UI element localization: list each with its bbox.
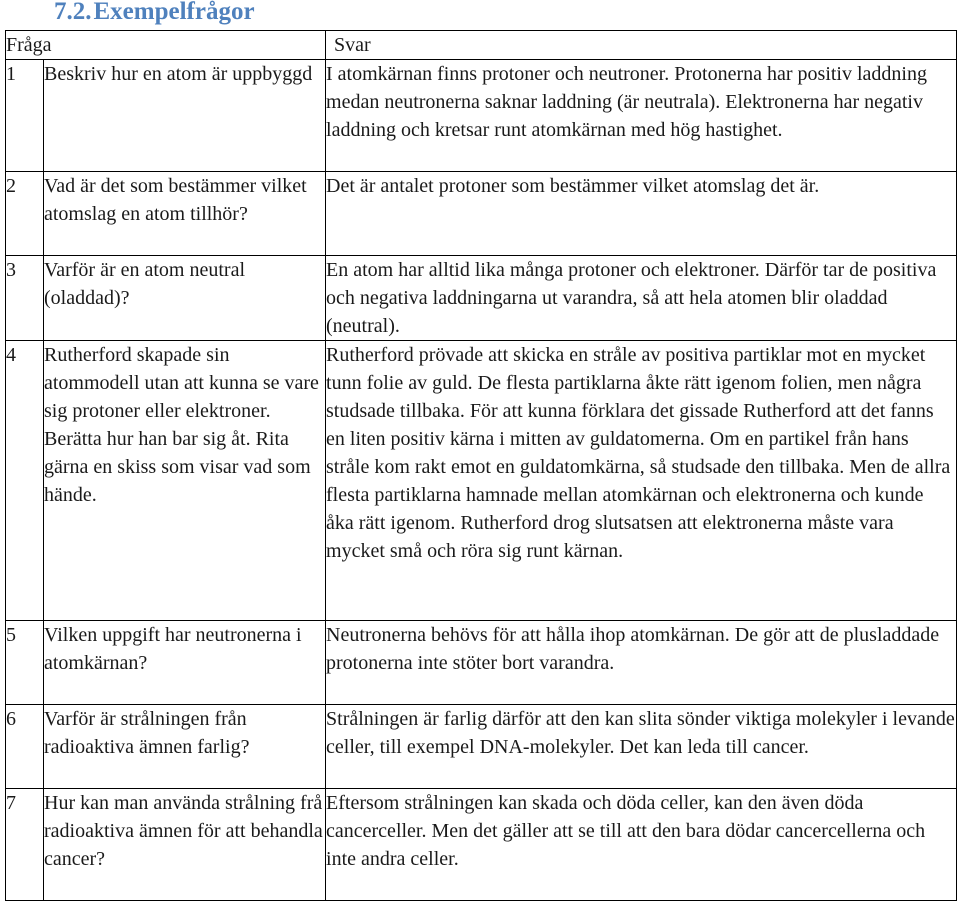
row-number: 1 bbox=[6, 60, 44, 172]
answer-cell: Rutherford prövade att skicka en stråle av positiva partiklar mot en mycket tunn folie av guld. De flesta partiklarna åkte rätt igenom folien, men några studsade tillbaka. För att kunna förklara det gissade Rutherford att det fanns en liten positiv kärna i mitten av guldatomerna. Om en partikel från hans stråle kom rakt emot en guldatomkärna, så studsade den tillbaka. Men de allra flesta partiklarna hamnade mellan atomkärnan och elektronerna och kunde åka rätt igenom. Rutherford drog slutsatsen att elektronerna måste vara mycket små och röra sig runt kärnan. bbox=[326, 341, 957, 621]
answer-cell: En atom har alltid lika många protoner och elektroner. Därför tar de positiva och negativa laddningarna ut varandra, så att hela atomen blir oladdad (neutral). bbox=[326, 256, 957, 341]
table-row bbox=[6, 705, 957, 789]
question-cell: Varför är strålningen från radioaktiva ämnen farlig? bbox=[44, 705, 326, 789]
answer-cell: Eftersom strålningen kan skada och döda celler, kan den även döda cancerceller. Men det gäller att se till att den bara dödar cancercellerna och inte andra celler. bbox=[326, 789, 957, 901]
section-title: Exempelfrågor bbox=[93, 0, 255, 25]
table-row bbox=[6, 789, 957, 901]
table-row bbox=[6, 621, 957, 705]
table-row bbox=[6, 256, 957, 341]
answer-cell: I atomkärnan finns protoner och neutroner. Protonerna har positiv laddning medan neutronerna saknar laddning (är neutrala). Elektronerna har negativ laddning och kretsar runt atomkärnan med hög hastighet. bbox=[326, 60, 957, 172]
table-row bbox=[6, 172, 957, 256]
question-column-header: Fråga bbox=[6, 31, 326, 60]
row-number: 3 bbox=[6, 256, 44, 341]
row-number: 4 bbox=[6, 341, 44, 621]
question-cell: Varför är en atom neutral (oladdad)? bbox=[44, 256, 326, 341]
answer-cell: Strålningen är farlig därför att den kan slita sönder viktiga molekyler i levande celler, till exempel DNA-molekyler. Det kan leda till cancer. bbox=[326, 705, 957, 789]
question-cell: Hur kan man använda strålning frå radioaktiva ämnen för att behandla cancer? bbox=[44, 789, 326, 901]
question-cell: Vad är det som bestämmer vilket atomslag en atom tillhör? bbox=[44, 172, 326, 256]
section-heading bbox=[54, 0, 255, 28]
row-number: 2 bbox=[6, 172, 44, 256]
section-number: 7.2. bbox=[54, 0, 92, 25]
answer-cell: Neutronerna behövs för att hålla ihop atomkärnan. De gör att de plusladdade protonerna inte stöter bort varandra. bbox=[326, 621, 957, 705]
table-row bbox=[6, 341, 957, 621]
question-cell: Vilken uppgift har neutronerna i atomkärnan? bbox=[44, 621, 326, 705]
table-header-row bbox=[6, 31, 957, 60]
row-number: 5 bbox=[6, 621, 44, 705]
table-row bbox=[6, 60, 957, 172]
row-number: 7 bbox=[6, 789, 44, 901]
question-cell: Beskriv hur en atom är uppbyggd bbox=[44, 60, 326, 172]
qa-table bbox=[5, 30, 957, 901]
question-cell: Rutherford skapade sin atommodell utan att kunna se vare sig protoner eller elektroner. Berätta hur han bar sig åt. Rita gärna en skiss som visar vad som hände. bbox=[44, 341, 326, 621]
answer-column-header: Svar bbox=[326, 31, 957, 60]
row-number: 6 bbox=[6, 705, 44, 789]
answer-cell: Det är antalet protoner som bestämmer vilket atomslag det är. bbox=[326, 172, 957, 256]
